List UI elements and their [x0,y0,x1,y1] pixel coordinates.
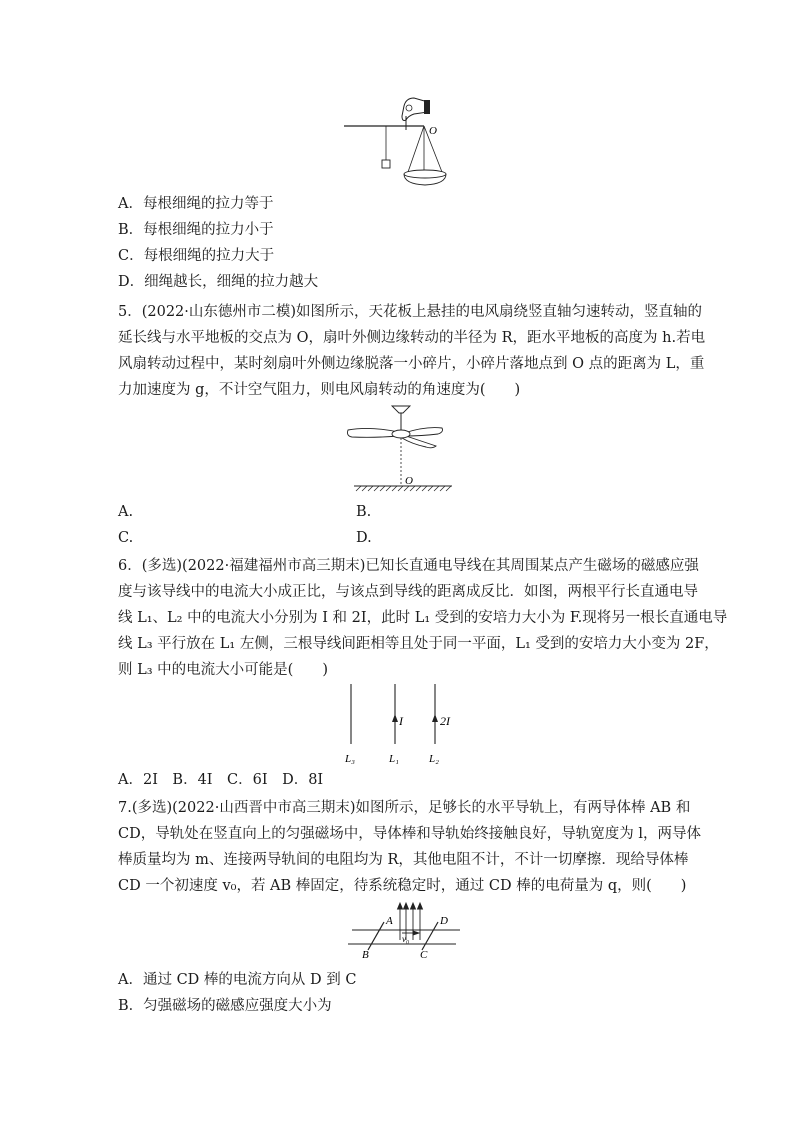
point-d-label: D [440,915,448,927]
q4-option-d: D．细绳越长，细绳的拉力越大 [118,274,319,290]
q5-text-line-1: 5．(2022·山东德州市二模)如图所示，天花板上悬挂的电风扇绕竖直轴匀速转动，竖直轴的 [118,304,703,320]
q4-option-a: A．每根细绳的拉力等于 [118,196,274,212]
parallel-wires-figure [335,680,465,772]
q5-option-d: D. [356,530,372,546]
q6-text-line-5: 则 L₃ 中的电流大小可能是( ) [118,662,328,678]
q6-text-line-2: 度与该导线中的电流大小成正比，与该点到导线的距离成反比．如图，两根平行长直通电导 [118,584,698,600]
wire-l2-label: L₂ [429,753,439,765]
q5-option-b: B. [356,504,372,520]
ceiling-fan-figure [340,400,460,495]
q7-text-line-4: CD 一个初速度 v₀，若 AB 棒固定，待系统稳定时，通过 CD 棒的电荷量为 q，则( ) [118,878,687,894]
q5-text-line-2: 延长线与水平地板的交点为 O，扇叶外侧边缘转动的半径为 R，距水平地板的高度为 h.若电 [118,330,706,346]
q7-text-line-3: 棒质量均为 m、连接两导轨间的电阻均为 R，其他电阻不计，不计一切摩擦．现给导体棒 [118,852,689,868]
current-2i-label: 2I [440,714,450,728]
point-a-label: A [386,915,393,927]
q4-option-c: C．每根细绳的拉力大于 [118,248,275,264]
balance-figure [340,92,470,192]
wire-l1-label: L₁ [389,753,399,765]
point-b-label: B [362,949,369,961]
q7-text-line-2: CD，导轨处在竖直向上的匀强磁场中，导体棒和导轨始终接触良好，导轨宽度为 l，两导体 [118,826,701,842]
q6-options: A．2I B．4I C．6I D．8I [118,772,324,788]
wire-l3-label: L₃ [345,753,355,765]
point-c-label: C [420,949,428,961]
velocity-v0-label: v₀ [402,934,410,944]
fan-point-o-label: O [405,475,413,487]
q6-text-line-1: 6．(多选)(2022·福建福州市高三期末)已知长直通电导线在其周围某点产生磁场的磁感应强 [118,558,699,574]
q7-option-b: B．匀强磁场的磁感应强度大小为 [118,998,332,1014]
point-o-label: O [429,125,437,137]
q7-option-a: A．通过 CD 棒的电流方向从 D 到 C [118,972,357,988]
q5-text-line-4: 力加速度为 g，不计空气阻力，则电风扇转动的角速度为( ) [118,382,521,398]
current-i-label: I [399,714,403,728]
q4-option-b: B．每根细绳的拉力小于 [118,222,274,238]
q6-text-line-4: 线 L₃ 平行放在 L₁ 左侧，三根导线间距相等且处于同一平面，L₁ 受到的安培力大小变为 2F， [118,636,719,652]
rails-figure [340,900,470,962]
q5-option-a: A. [118,504,134,520]
q6-text-line-3: 线 L₁、L₂ 中的电流大小分别为 I 和 2I，此时 L₁ 受到的安培力大小为 F.现将另一根长直通电导 [118,610,728,626]
q5-option-c: C. [118,530,134,546]
q7-text-line-1: 7.(多选)(2022·山西晋中市高三期末)如图所示，足够长的水平导轨上，有两导体棒 AB 和 [118,800,691,816]
q5-text-line-3: 风扇转动过程中，某时刻扇叶外侧边缘脱落一小碎片，小碎片落地点到 O 点的距离为 L，重 [118,356,705,372]
